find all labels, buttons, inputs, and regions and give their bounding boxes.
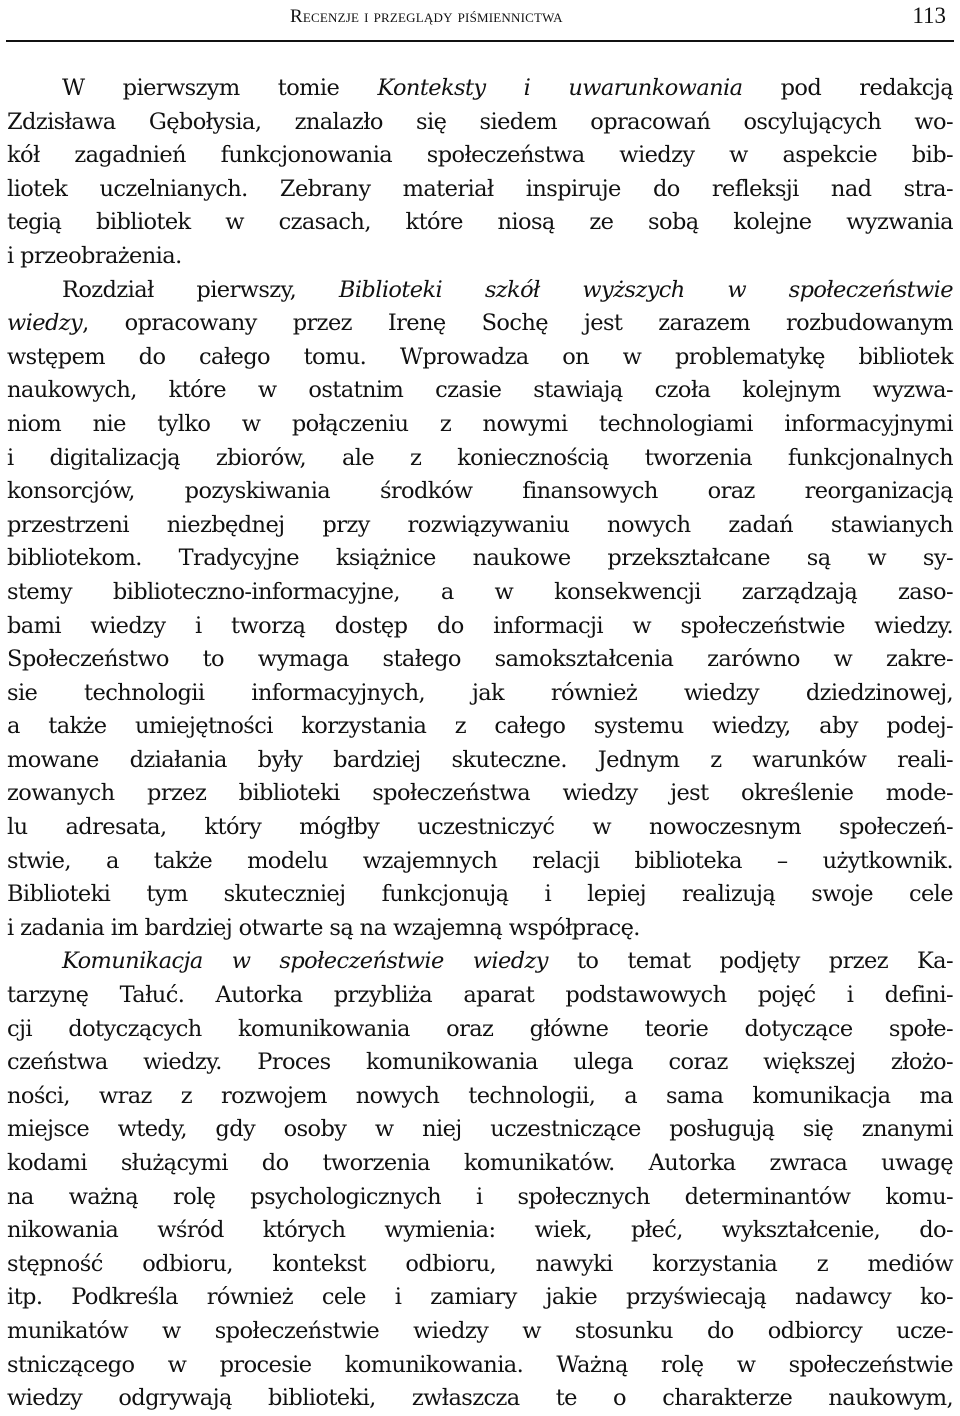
text-segment: Rozdział pierwszy, [62, 276, 339, 303]
text-segment: naukowych, które w ostatnim czasie stawiają czoła kolejnym wyzwa- [7, 377, 953, 404]
text-line [7, 1315, 953, 1349]
italic-title-text: Biblioteki szkół wyższych w społeczeństwie [338, 276, 953, 303]
text-line [7, 307, 953, 341]
text-segment: pod redakcją [742, 75, 954, 101]
text-line [7, 878, 953, 912]
text-segment: Zdzisława Gębołysia, znalazło się siedem opracowań oscylujących wo- [7, 108, 953, 135]
text-line [7, 845, 953, 879]
text-segment: i zadania im bardziej otwarte są na wzajemną współpracę. [7, 914, 640, 941]
text-line [7, 777, 953, 811]
text-segment: tarzynę Tałuć. Autorka przybliża aparat podstawowych pojęć i defini- [7, 982, 953, 1009]
text-segment: bami wiedzy i tworzą dostęp do informacji w społeczeństwie wiedzy. [7, 612, 953, 639]
text-segment: stemy biblioteczno-informacyjne, a w konsekwencji zarządzają zaso- [7, 578, 953, 605]
text-line [7, 945, 953, 979]
text-line [7, 710, 953, 744]
text-segment: liotek uczelnianych. Zebrany materiał inspiruje do refleksji nad stra- [7, 175, 953, 202]
text-line [7, 610, 953, 644]
text-segment: kodami służącymi do tworzenia komunikatów. Autorka zwraca uwagę [7, 1150, 953, 1176]
text-segment: kół zagadnień funkcjonowania społeczeństwa wiedzy w aspekcie bib- [7, 142, 953, 169]
italic-title-text: Konteksty i uwarunkowania [377, 75, 743, 101]
text-line [7, 1147, 953, 1181]
text-line [7, 979, 953, 1013]
text-segment: W pierwszym tomie [62, 75, 378, 101]
text-line [7, 139, 953, 173]
text-segment: konsorcjów, pozyskiwania środków finansowych oraz reorganizacją [7, 478, 953, 505]
text-line [7, 912, 953, 946]
text-line [7, 1046, 953, 1080]
text-segment: tegią bibliotek w czasach, które niosą ze sobą kolejne wyzwania [7, 209, 953, 236]
text-line [7, 1181, 953, 1215]
italic-title-text: Komunikacja w społeczeństwie wiedzy [62, 948, 548, 975]
text-line [7, 744, 953, 778]
text-line [7, 1013, 953, 1047]
text-segment: zowanych przez biblioteki społeczeństwa wiedzy jest określenie mode- [7, 780, 953, 807]
text-segment: czeństwa wiedzy. Proces komunikowania ulega coraz większej złożo- [7, 1049, 953, 1076]
text-segment: cji dotyczących komunikowania oraz główne teorie dotyczące społe- [7, 1015, 953, 1042]
text-line [7, 408, 953, 442]
text-segment: i przeobrażenia. [7, 242, 182, 269]
page-number: 113 [912, 3, 946, 28]
text-segment: Społeczeństwo to wymaga stałego samokształcenia zarówno w zakre- [7, 646, 953, 673]
text-segment: na ważną rolę psychologicznych i społecznych determinantów komu- [7, 1183, 953, 1210]
text-segment: miejsce wtedy, gdy osoby w niej uczestniczące posługują się znanymi [7, 1116, 953, 1143]
text-segment: bibliotekom. Tradycyjne książnice naukowe przekształcane są w sy- [7, 545, 953, 572]
header-rule [6, 40, 954, 42]
text-line [7, 1281, 953, 1315]
italic-title-text: wiedzy [7, 310, 83, 337]
text-line [7, 1248, 953, 1282]
text-line [7, 542, 953, 576]
text-line [7, 1382, 953, 1416]
text-segment: lu adresata, który mógłby uczestniczyć w nowoczesnym społeczeń- [7, 814, 953, 841]
text-segment: munikatów w społeczeństwie wiedzy w stosunku do odbiorcy ucze- [7, 1317, 953, 1344]
text-segment: sie technologii informacyjnych, jak również wiedzy dziedzinowej, [7, 679, 953, 706]
review-body-text [7, 72, 953, 1416]
text-segment: przestrzeni niezbędnej przy rozwiązywaniu nowych zadań stawianych [7, 511, 953, 538]
text-line [7, 1080, 953, 1114]
text-line [7, 1349, 953, 1383]
text-segment: stniczącego w procesie komunikowania. Ważną rolę w społeczeństwie [7, 1351, 953, 1378]
text-segment: stwie, a także modelu wzajemnych relacji biblioteka – użytkownik. [7, 847, 953, 874]
text-line [7, 509, 953, 543]
text-segment: ności, wraz z rozwojem nowych technologii, a sama komunikacja ma [7, 1082, 953, 1109]
text-line [7, 677, 953, 711]
text-line [7, 811, 953, 845]
text-line [7, 72, 953, 106]
text-segment: , opracowany przez Irenę Sochę jest zarazem rozbudowanym [82, 310, 953, 337]
text-line [7, 1214, 953, 1248]
text-line [7, 374, 953, 408]
text-segment: mowane działania były bardziej skuteczne. Jednym z warunków reali- [7, 746, 953, 773]
text-line [7, 341, 953, 375]
text-line [7, 240, 953, 274]
text-line [7, 576, 953, 610]
text-line [7, 643, 953, 677]
text-line [7, 274, 953, 308]
text-line [7, 173, 953, 207]
running-head [6, 0, 952, 40]
text-segment: wiedzy odgrywają biblioteki, zwłaszcza te o charakterze naukowym, [7, 1385, 953, 1412]
running-title: Recenzje i przeglądy piśmiennictwa [290, 6, 563, 27]
text-line [7, 206, 953, 240]
text-line [7, 106, 953, 140]
text-line [7, 442, 953, 476]
text-segment: stępność odbioru, kontekst odbioru, nawyki korzystania z mediów [7, 1250, 953, 1277]
text-line [7, 475, 953, 509]
text-segment: a także umiejętności korzystania z całego systemu wiedzy, aby podej- [7, 713, 953, 740]
text-segment: i digitalizacją zbiorów, ale z koniecznością tworzenia funkcjonalnych [7, 444, 953, 471]
text-line [7, 1113, 953, 1147]
text-segment: wstępem do całego tomu. Wprowadza on w problematykę bibliotek [7, 343, 953, 370]
text-segment: itp. Podkreśla również cele i zamiary jakie przyświecają nadawcy ko- [7, 1284, 953, 1311]
text-segment: niom nie tylko w połączeniu z nowymi technologiami informacyjnymi [7, 410, 953, 437]
text-segment: Biblioteki tym skuteczniej funkcjonują i lepiej realizują swoje cele [7, 881, 953, 908]
text-segment: nikowania wśród których wymienia: wiek, płeć, wykształcenie, do- [7, 1217, 953, 1244]
text-segment: to temat podjęty przez Ka- [547, 948, 953, 975]
